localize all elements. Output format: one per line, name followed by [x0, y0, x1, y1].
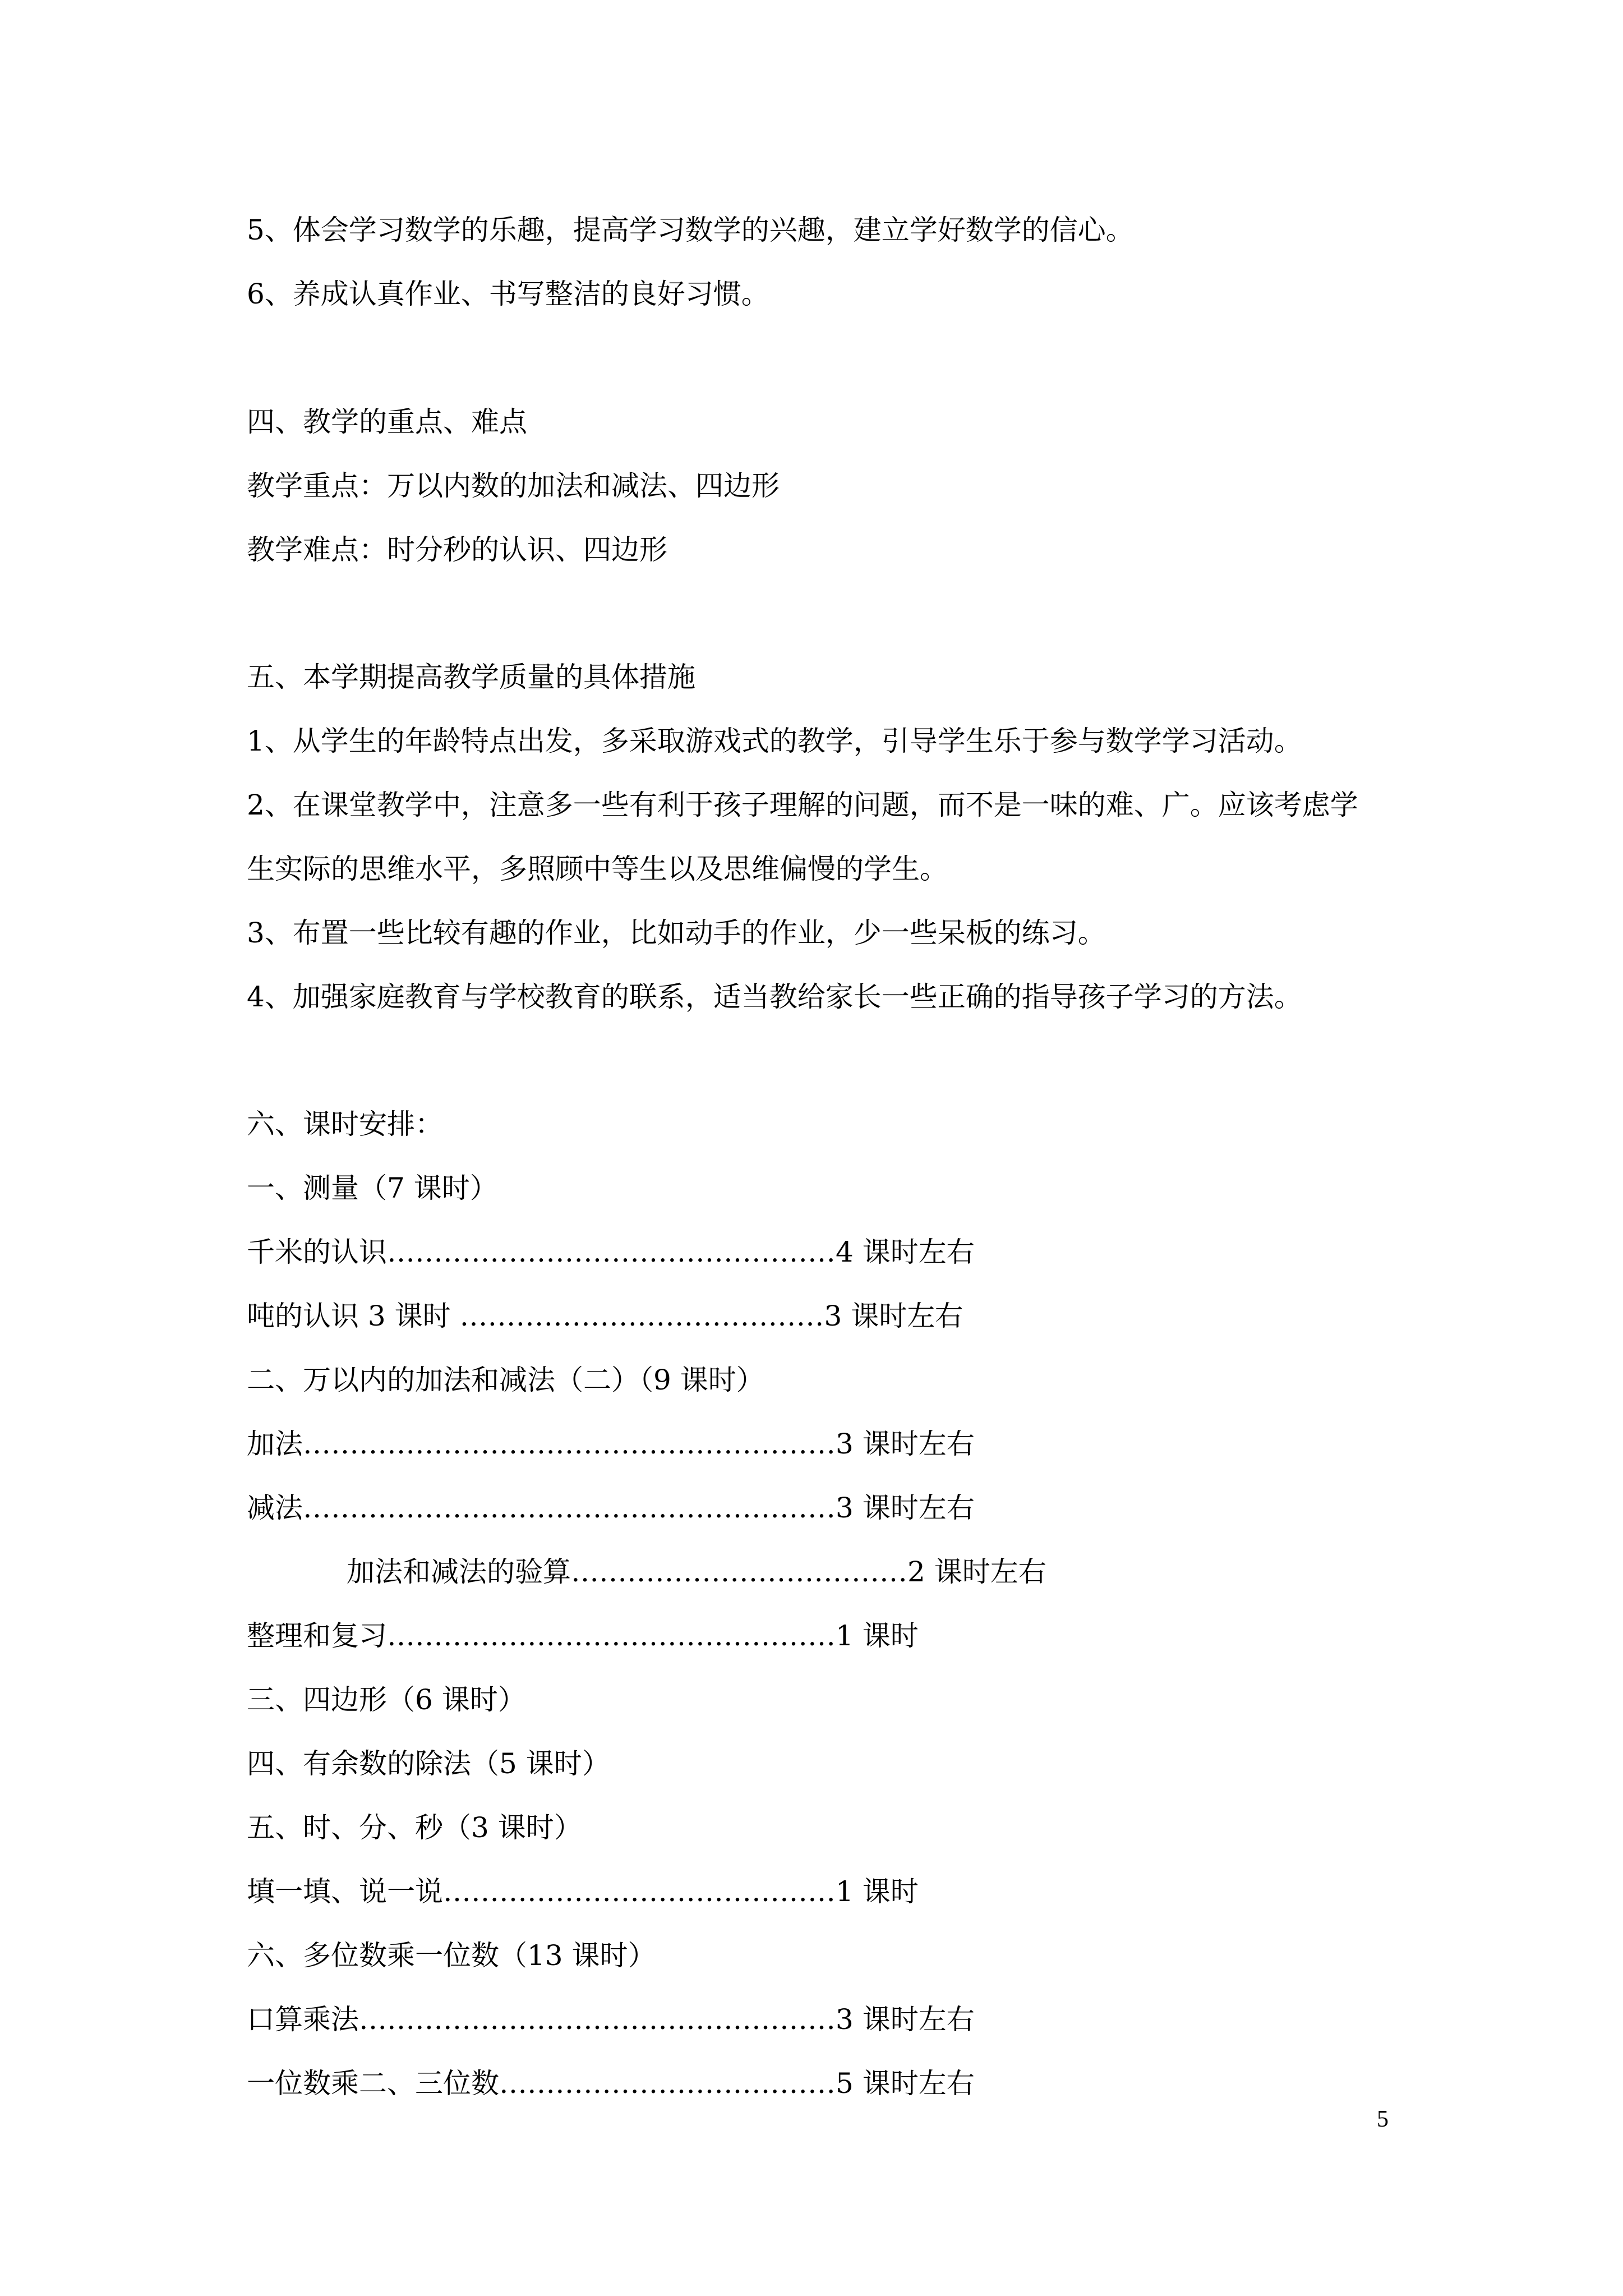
measure-item-1: 1、从学生的年龄特点出发，多采取游戏式的教学，引导学生乐于参与数学学习活动。 [247, 725, 1302, 757]
goal-item-5: 5、体会学习数学的乐趣，提高学习数学的兴趣，建立学好数学的信心。 [247, 214, 1134, 246]
schedule-row: 加法…………………………………………………3 课时左右 [247, 1428, 975, 1460]
unit-4-heading: 四、有余数的除法（5 课时） [247, 1747, 610, 1780]
unit-3-heading: 三、四边形（6 课时） [247, 1683, 526, 1716]
key-points-text: 教学重点：万以内数的加法和减法、四边形 [247, 470, 780, 502]
measure-item-2-line-2: 生实际的思维水平，多照顾中等生以及思维偏慢的学生。 [247, 853, 948, 885]
unit-6-heading: 六、多位数乘一位数（13 课时） [247, 1939, 656, 1972]
schedule-row: 一位数乘二、三位数………………………………5 课时左右 [247, 2067, 975, 2100]
schedule-row: 千米的认识…………………………………………4 课时左右 [247, 1236, 975, 1268]
measure-item-2-line-1: 2、在课堂教学中，注意多一些有利于孩子理解的问题，而不是一味的难、广。应该考虑学 [247, 789, 1358, 821]
difficulties-text: 教学难点：时分秒的认识、四边形 [247, 533, 667, 566]
unit-5-heading: 五、时、分、秒（3 课时） [247, 1811, 582, 1844]
schedule-row: 整理和复习…………………………………………1 课时 [247, 1619, 919, 1652]
section-6-heading: 六、课时安排： [247, 1108, 443, 1140]
schedule-row: 加法和减法的验算………………………………2 课时左右 [347, 1556, 1046, 1588]
measure-item-3: 3、布置一些比较有趣的作业，比如动手的作业，少一些呆板的练习。 [247, 917, 1106, 949]
unit-2-heading: 二、万以内的加法和减法（二）（9 课时） [247, 1364, 764, 1396]
section-5-heading: 五、本学期提高教学质量的具体措施 [247, 661, 695, 693]
schedule-row: 减法…………………………………………………3 课时左右 [247, 1492, 975, 1524]
goal-item-6: 6、养成认真作业、书写整洁的良好习惯。 [247, 278, 769, 310]
unit-1-heading: 一、测量（7 课时） [247, 1172, 498, 1204]
section-4-heading: 四、教学的重点、难点 [247, 406, 527, 438]
page-number: 5 [1377, 2106, 1389, 2132]
schedule-row: 口算乘法……………………………………………3 课时左右 [247, 2003, 975, 2036]
schedule-row: 吨的认识 3 课时 …………………………………3 课时左右 [247, 1300, 963, 1332]
measure-item-4: 4、加强家庭教育与学校教育的联系，适当教给家长一些正确的指导孩子学习的方法。 [247, 981, 1302, 1013]
schedule-row: 填一填、说一说……………………………………1 课时 [247, 1875, 919, 1908]
